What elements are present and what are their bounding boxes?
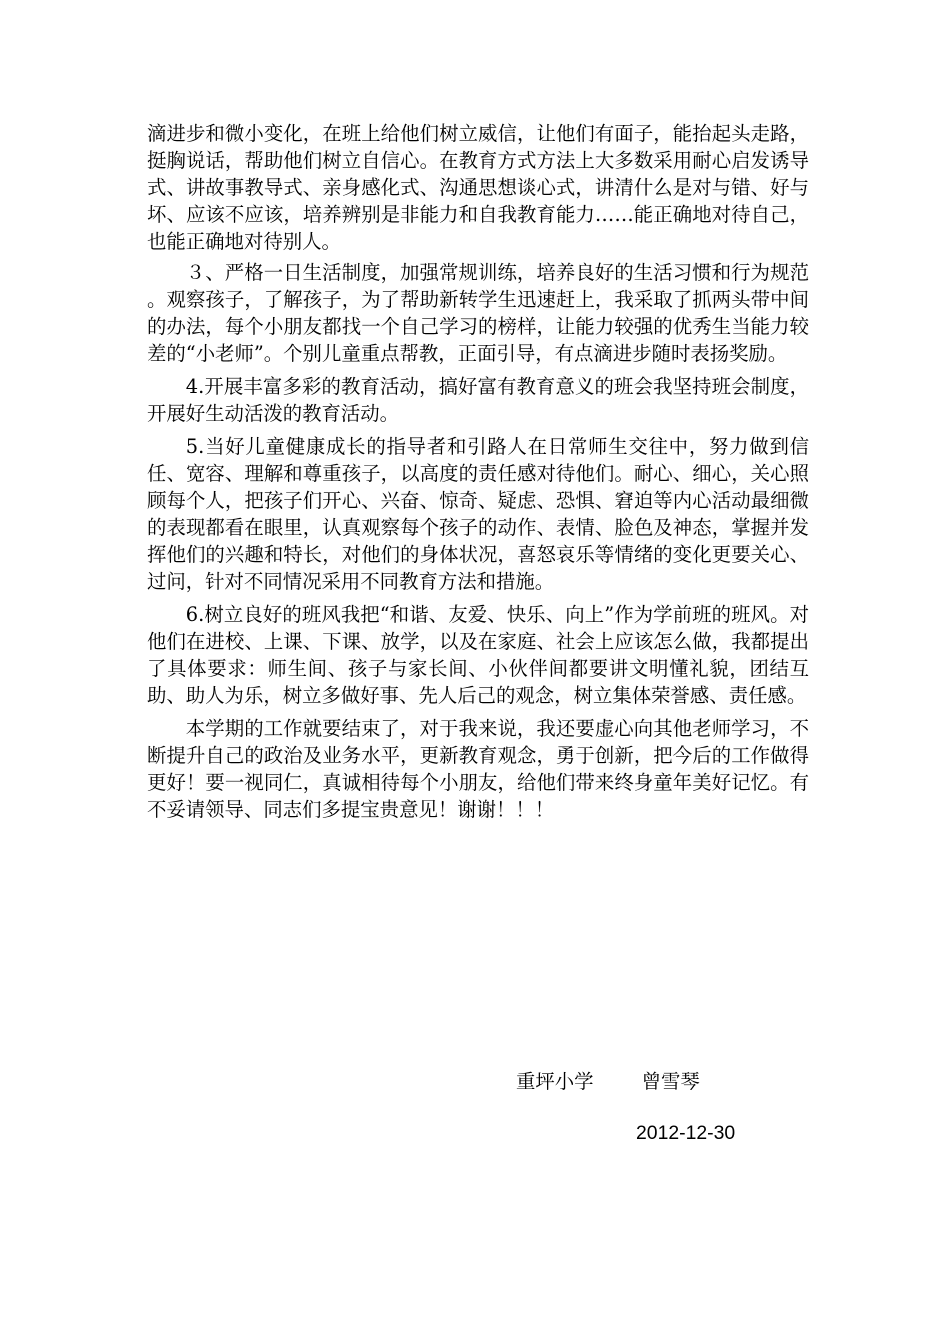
paragraph-item-5: 5.当好儿童健康成长的指导者和引路人在日常师生交往中，努力做到信任、宽容、理解和尊重孩子，以高度的责任感对待他们。耐心、细心，关心照顾每个人，把孩子们开心、兴奋、惊奇、疑虑、恐惧、窘迫等内心活动最细微的表现都看在眼里，认真观察每个孩子的动作、表情、脸色及神态，掌握并发挥他们的兴趣和特长，对他们的身体状况，喜怒哀乐等情绪的变化更要关心、过问，针对不同情况采用不同教育方法和措施。 — [147, 435, 809, 593]
signature-author: 曾雪琴 — [641, 1070, 700, 1093]
paragraph-conclusion: 本学期的工作就要结束了，对于我来说，我还要虚心向其他老师学习，不断提升自己的政治及业务水平，更新教育观念，勇于创新，把今后的工作做得更好！要一视同仁，真诚相待每个小朋友，给他们带来终身童年美好记忆。有不妥请领导、同志们多提宝贵意见！谢谢！！！ — [147, 717, 809, 821]
paragraph-item-6: 6.树立良好的班风我把“和谐、友爱、快乐、向上”作为学前班的班风。对他们在进校、上课、下课、放学，以及在家庭、社会上应该怎么做，我都提出了具体要求：师生间、孩子与家长间、小伙伴间都要讲文明懂礼貌，团结互助、助人为乐，树立多做好事、先人后己的观念，树立集体荣誉感、责任感。 — [147, 603, 809, 707]
signature-line — [516, 1068, 700, 1095]
paragraph-continuation: 滴进步和微小变化，在班上给他们树立威信，让他们有面子，能抬起头走路，挺胸说话，帮助他们树立自信心。在教育方式方法上大多数采用耐心启发诱导式、讲故事教导式、亲身感化式、沟通思想谈心式，讲清什么是对与错、好与坏、应该不应该，培养辨别是非能力和自我教育能力……能正确地对待自己，也能正确地对待别人。 — [147, 122, 809, 253]
document-body — [147, 120, 809, 850]
signature-date: 2012-12-30 — [636, 1122, 736, 1144]
paragraph-item-3: ３、严格一日生活制度，加强常规训练，培养良好的生活习惯和行为规范 。观察孩子，了解孩子，为了帮助新转学生迅速赶上，我采取了抓两头带中间的办法，每个小朋友都找一个自己学习的榜样，让能力较强的优秀生当能力较差的“小老师”。个别儿童重点帮教，正面引导，有点滴进步随时表扬奖励。 — [147, 261, 809, 365]
signature-school: 重坪小学 — [516, 1070, 594, 1093]
paragraph-item-4: 4.开展丰富多彩的教育活动，搞好富有教育意义的班会我坚持班会制度，开展好生动活泼的教育活动。 — [147, 375, 809, 425]
